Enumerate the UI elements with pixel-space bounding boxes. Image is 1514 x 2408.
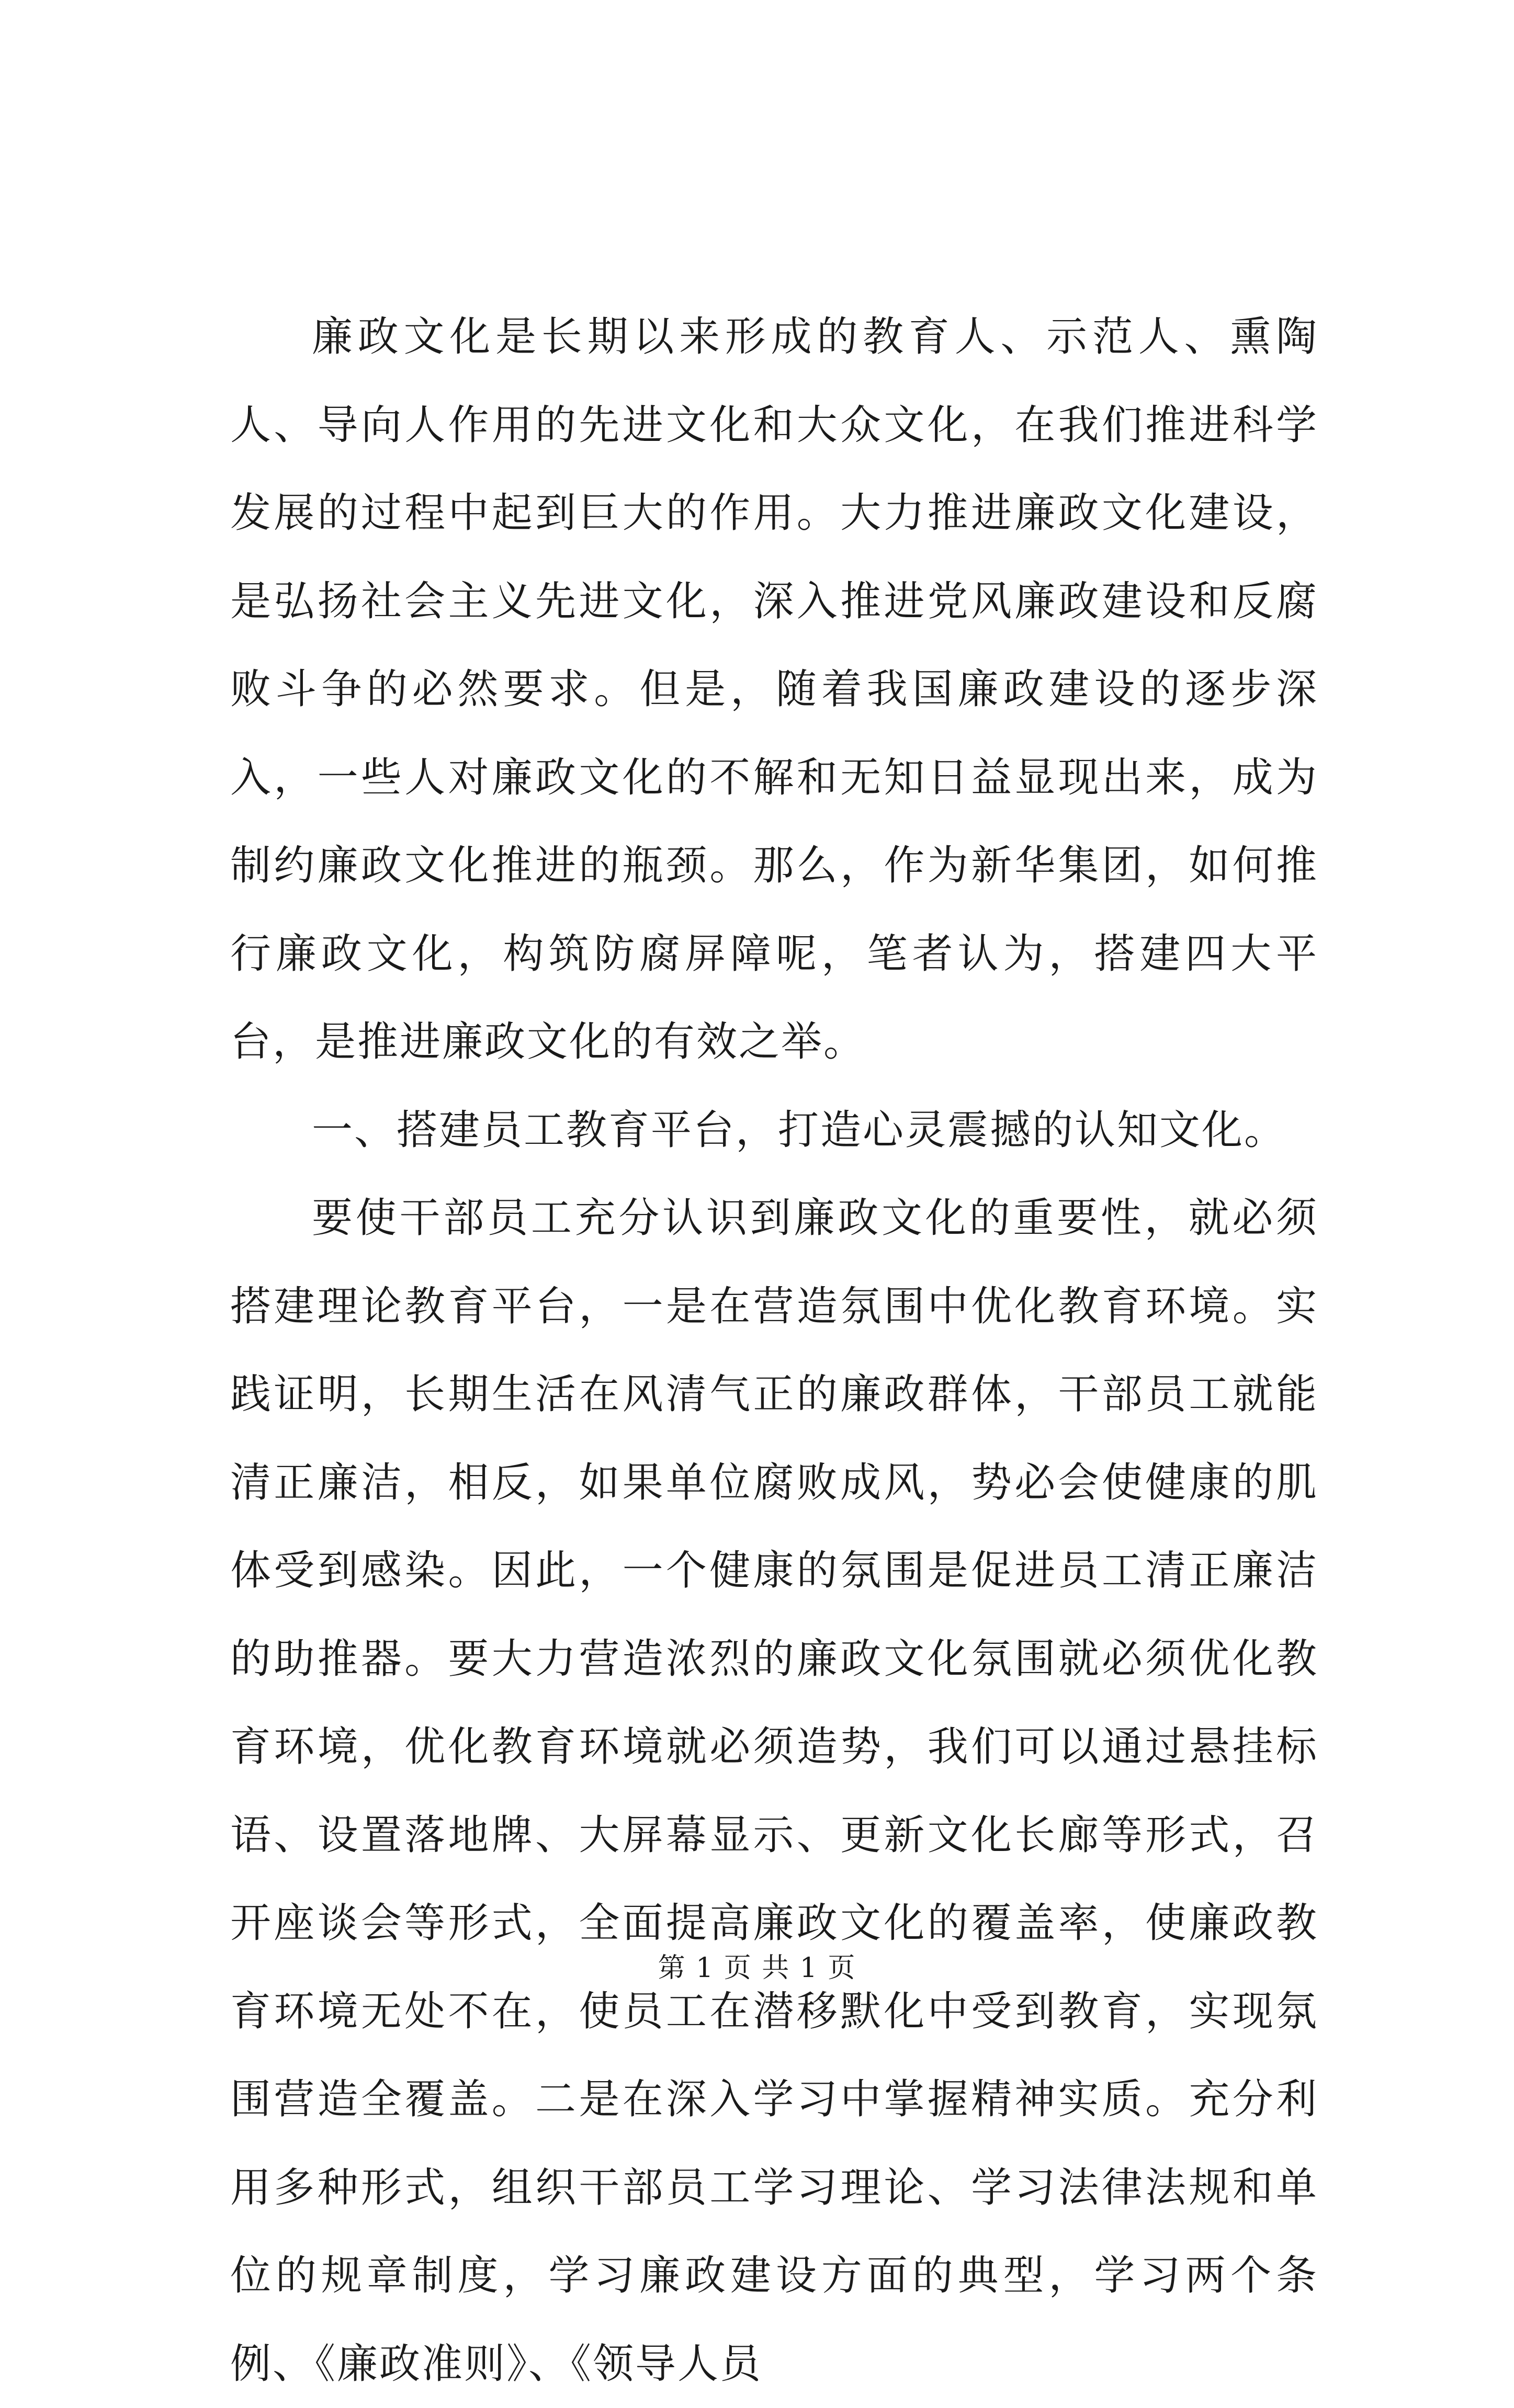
section-heading-1: 一、搭建员工教育平台，打造心灵震撼的认知文化。 [312, 1106, 1287, 1154]
paragraph-intro: 廉政文化是长期以来形成的教育人、示范人、熏陶人、导向人作用的先进文化和大众文化，在我们推进科学发展的过程中起到巨大的作用。大力推进廉政文化建设，是弘扬社会主义先进文化，深入推进党风廉政建设和反腐败斗争的必然要求。但是，随着我国廉政建设的逐步深入，一些人对廉政文化的不解和无知日益显现出来，成为制约廉政文化推进的瓶颈。那么，作为新华集团，如何推行廉政文化，构筑防腐屏障呢，笔者认为，搭建四大平台，是推进廉政文化的有效之举。 [230, 313, 1318, 1065]
document-body [230, 293, 1318, 2408]
page-footer: 第 1 页 共 1 页 [658, 1952, 856, 1984]
paragraph-section-1: 要使干部员工充分认识到廉政文化的重要性，就必须搭建理论教育平台，一是在营造氛围中优化教育环境。实践证明，长期生活在风清气正的廉政群体，干部员工就能清正廉洁，相反，如果单位腐败成风，势必会使健康的肌体受到感染。因此，一个健康的氛围是促进员工清正廉洁的助推器。要大力营造浓烈的廉政文化氛围就必须优化教育环境，优化教育环境就必须造势，我们可以通过悬挂标语、设置落地牌、大屏幕显示、更新文化长廊等形式，召开座谈会等形式，全面提高廉政文化的覆盖率，使廉政教育环境无处不在，使员工在潜移默化中受到教育，实现氛围营造全覆盖。二是在深入学习中掌握精神实质。充分利用多种形式，组织干部员工学习理论、学习法律法规和单位的规章制度，学习廉政建设方面的典型，学习两个条例、《廉政准则》、《领导人员 [230, 1195, 1318, 2388]
